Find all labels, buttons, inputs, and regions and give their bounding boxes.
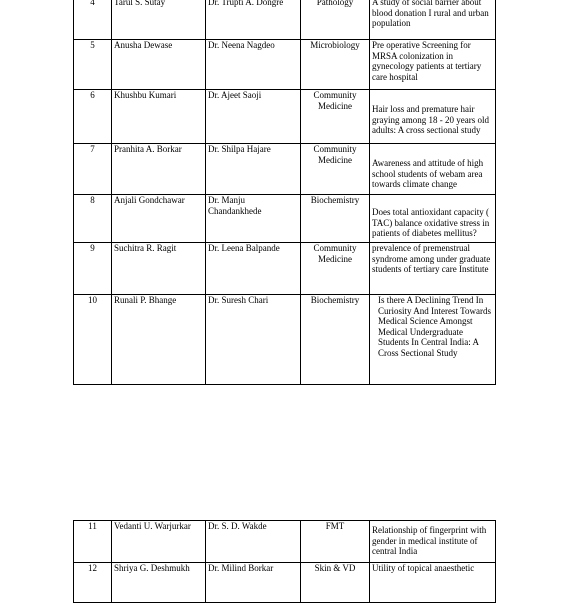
serial-number-cell: 10 bbox=[74, 295, 112, 385]
student-name-cell: Anusha Dewase bbox=[112, 40, 206, 90]
serial-number-cell: 7 bbox=[74, 144, 112, 195]
serial-number-cell: 6 bbox=[74, 90, 112, 144]
department-cell: Skin & VD bbox=[301, 563, 370, 603]
table-row bbox=[74, 144, 496, 195]
serial-number-cell: 5 bbox=[74, 40, 112, 90]
student-name-cell: Vedanti U. Warjurkar bbox=[112, 521, 206, 563]
student-name-cell: Suchitra R. Ragit bbox=[112, 243, 206, 295]
project-title-cell: Relationship of fingerprint with gender in medical institute of central India bbox=[370, 521, 496, 563]
guide-name-cell: Dr. Suresh Chari bbox=[206, 295, 301, 385]
project-title-cell: prevalence of premenstrual syndrome among under graduate students of tertiary care Institute bbox=[370, 243, 496, 295]
project-title-cell: Utility of topical anaesthetic bbox=[370, 563, 496, 603]
serial-number-cell: 8 bbox=[74, 195, 112, 243]
table-row bbox=[74, 0, 496, 40]
student-name-cell: Pranhita A. Borkar bbox=[112, 144, 206, 195]
guide-name-cell: Dr. Trupti A. Dongre bbox=[206, 0, 301, 40]
project-title-cell: Hair loss and premature hair graying among 18 - 20 years old adults: A cross sectional study bbox=[370, 90, 496, 144]
projects-table-top bbox=[73, 0, 496, 385]
student-name-cell: Tarul S. Sutay bbox=[112, 0, 206, 40]
table-row bbox=[74, 521, 496, 563]
department-cell: Community Medicine bbox=[301, 243, 370, 295]
table-row bbox=[74, 295, 496, 385]
department-cell: Community Medicine bbox=[301, 90, 370, 144]
table-row bbox=[74, 563, 496, 603]
guide-name-cell: Dr. Leena Balpande bbox=[206, 243, 301, 295]
guide-name-cell: Dr. S. D. Wakde bbox=[206, 521, 301, 563]
project-title-cell: Pre operative Screening for MRSA colonization in gynecology patients at tertiary care hospital bbox=[370, 40, 496, 90]
guide-name-cell: Dr. Shilpa Hajare bbox=[206, 144, 301, 195]
guide-name-cell: Dr. Neena Nagdeo bbox=[206, 40, 301, 90]
project-title-cell: Does total antioxidant capacity ( TAC) balance oxidative stress in patients of diabetes mellitus? bbox=[370, 195, 496, 243]
department-cell: Biochemistry bbox=[301, 195, 370, 243]
table-row bbox=[74, 243, 496, 295]
department-cell: Pathology bbox=[301, 0, 370, 40]
project-title-cell: Awareness and attitude of high school students of webam area towards climate change bbox=[370, 144, 496, 195]
department-cell: Community Medicine bbox=[301, 144, 370, 195]
student-name-cell: Runali P. Bhange bbox=[112, 295, 206, 385]
department-cell: Biochemistry bbox=[301, 295, 370, 385]
guide-name-cell: Dr. Manju Chandankhede bbox=[206, 195, 301, 243]
project-title-cell: Is there A Declining Trend In Curiosity And Interest Towards Medical Science Amongst Medical Undergraduate Students In Central India: A Cross Sectional Study bbox=[370, 295, 496, 385]
table-row bbox=[74, 40, 496, 90]
table-row bbox=[74, 195, 496, 243]
department-cell: FMT bbox=[301, 521, 370, 563]
serial-number-cell: 9 bbox=[74, 243, 112, 295]
projects-table-bottom bbox=[73, 520, 496, 603]
guide-name-cell: Dr. Ajeet Saoji bbox=[206, 90, 301, 144]
project-title-cell: A study of social barrier about blood donation I rural and urban population bbox=[370, 0, 496, 40]
serial-number-cell: 4 bbox=[74, 0, 112, 40]
serial-number-cell: 12 bbox=[74, 563, 112, 603]
serial-number-cell: 11 bbox=[74, 521, 112, 563]
department-cell: Microbiology bbox=[301, 40, 370, 90]
student-name-cell: Shriya G. Deshmukh bbox=[112, 563, 206, 603]
table-row bbox=[74, 90, 496, 144]
student-name-cell: Khushbu Kumari bbox=[112, 90, 206, 144]
student-name-cell: Anjali Gondchawar bbox=[112, 195, 206, 243]
guide-name-cell: Dr. Milind Borkar bbox=[206, 563, 301, 603]
